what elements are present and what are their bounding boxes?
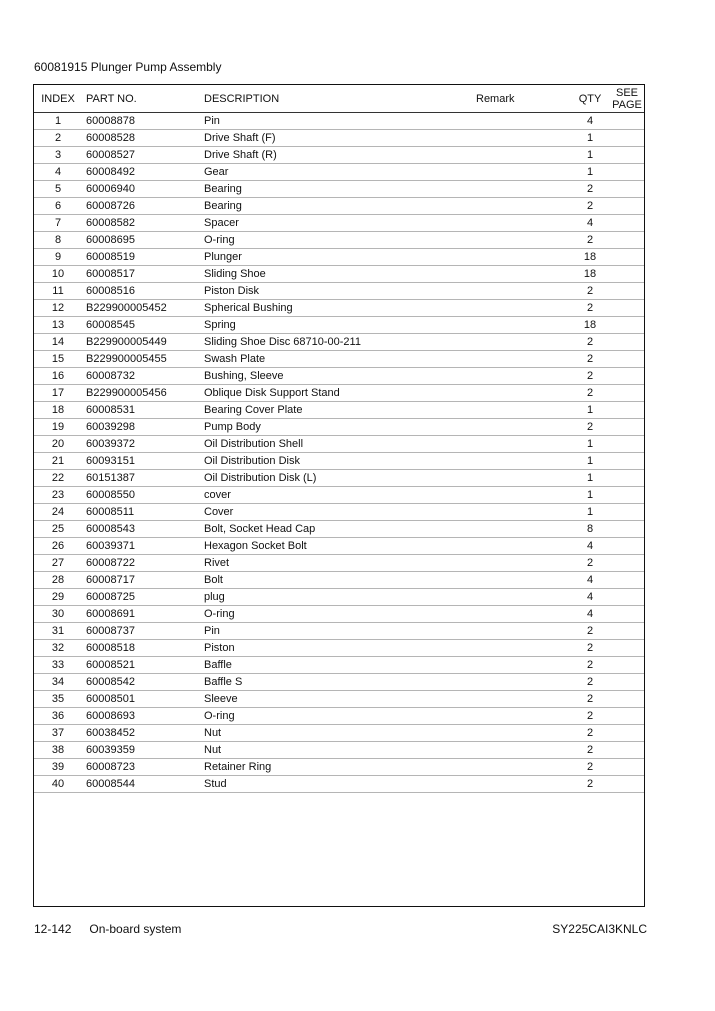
cell-remark [476,266,570,283]
table-row [34,232,644,249]
cell-qty: 18 [570,266,610,283]
parts-table-frame [33,84,645,907]
cell-description: Bushing, Sleeve [204,368,476,385]
cell-description: Oil Distribution Disk (L) [204,470,476,487]
cell-part-no: 60039371 [82,538,204,555]
cell-part-no: 60008542 [82,674,204,691]
cell-remark [476,555,570,572]
cell-index: 33 [34,657,82,674]
cell-index: 10 [34,266,82,283]
cell-qty: 2 [570,368,610,385]
cell-part-no: 60008531 [82,402,204,419]
cell-see-page [610,266,644,283]
footer-page-number: 12-142 [34,922,72,936]
table-row [34,691,644,708]
cell-qty: 1 [570,164,610,181]
cell-part-no: B229900005452 [82,300,204,317]
cell-remark [476,538,570,555]
column-header-description: DESCRIPTION [204,85,476,113]
cell-description: Pin [204,113,476,130]
cell-see-page [610,113,644,130]
cell-qty: 1 [570,402,610,419]
cell-qty: 1 [570,453,610,470]
table-row [34,725,644,742]
cell-index: 15 [34,351,82,368]
cell-description: Spring [204,317,476,334]
table-row [34,606,644,623]
table-row [34,266,644,283]
cell-qty: 2 [570,300,610,317]
cell-description: Sliding Shoe [204,266,476,283]
cell-part-no: 60039372 [82,436,204,453]
cell-remark [476,283,570,300]
cell-qty: 2 [570,674,610,691]
footer-left [34,922,181,936]
cell-part-no: 60008511 [82,504,204,521]
cell-part-no: 60008717 [82,572,204,589]
cell-part-no: 60093151 [82,453,204,470]
cell-index: 13 [34,317,82,334]
cell-part-no: 60008691 [82,606,204,623]
cell-description: Bolt [204,572,476,589]
table-row [34,385,644,402]
cell-description: Stud [204,776,476,793]
cell-index: 11 [34,283,82,300]
cell-qty: 4 [570,113,610,130]
table-row [34,402,644,419]
cell-index: 40 [34,776,82,793]
cell-part-no: 60008695 [82,232,204,249]
cell-part-no: B229900005456 [82,385,204,402]
cell-see-page [610,385,644,402]
see-page-line-1: SEE [615,86,638,99]
table-row [34,776,644,793]
see-page-line-2: PAGE [612,98,642,111]
cell-description: Baffle S [204,674,476,691]
cell-remark [476,742,570,759]
cell-index: 9 [34,249,82,266]
cell-remark [476,623,570,640]
cell-qty: 2 [570,640,610,657]
cell-qty: 1 [570,487,610,504]
cell-description: Oil Distribution Shell [204,436,476,453]
cell-description: Cover [204,504,476,521]
cell-remark [476,657,570,674]
cell-qty: 2 [570,776,610,793]
cell-index: 26 [34,538,82,555]
cell-see-page [610,470,644,487]
table-row [34,589,644,606]
cell-qty: 4 [570,538,610,555]
cell-see-page [610,351,644,368]
table-row [34,555,644,572]
cell-index: 27 [34,555,82,572]
cell-qty: 2 [570,283,610,300]
cell-remark [476,300,570,317]
table-row [34,521,644,538]
cell-see-page [610,589,644,606]
cell-remark [476,130,570,147]
cell-description: Bearing [204,181,476,198]
cell-part-no: 60008723 [82,759,204,776]
table-row [34,674,644,691]
cell-description: Bearing [204,198,476,215]
cell-index: 2 [34,130,82,147]
cell-qty: 1 [570,147,610,164]
cell-part-no: 60008543 [82,521,204,538]
table-row [34,572,644,589]
cell-part-no: 60008501 [82,691,204,708]
cell-qty: 2 [570,232,610,249]
cell-description: Plunger [204,249,476,266]
cell-remark [476,640,570,657]
cell-index: 34 [34,674,82,691]
cell-index: 29 [34,589,82,606]
cell-see-page [610,759,644,776]
cell-see-page [610,674,644,691]
cell-see-page [610,283,644,300]
table-row [34,334,644,351]
cell-part-no: 60039298 [82,419,204,436]
cell-remark [476,759,570,776]
cell-index: 16 [34,368,82,385]
table-row [34,742,644,759]
cell-remark [476,436,570,453]
cell-see-page [610,521,644,538]
cell-remark [476,385,570,402]
cell-see-page [610,164,644,181]
table-row [34,538,644,555]
cell-remark [476,317,570,334]
cell-qty: 2 [570,419,610,436]
table-row [34,130,644,147]
table-row [34,181,644,198]
footer-model: SY225CAI3KNLC [552,922,647,936]
table-row [34,504,644,521]
cell-qty: 2 [570,725,610,742]
cell-description: Piston Disk [204,283,476,300]
cell-see-page [610,436,644,453]
cell-remark [476,215,570,232]
cell-index: 19 [34,419,82,436]
cell-part-no: 60008521 [82,657,204,674]
cell-qty: 2 [570,708,610,725]
cell-index: 3 [34,147,82,164]
cell-remark [476,674,570,691]
cell-description: Nut [204,742,476,759]
parts-table [34,85,644,793]
cell-index: 7 [34,215,82,232]
column-header-index: INDEX [34,85,82,113]
cell-part-no: 60008582 [82,215,204,232]
table-row [34,470,644,487]
cell-qty: 2 [570,555,610,572]
cell-see-page [610,742,644,759]
cell-remark [476,589,570,606]
cell-see-page [610,640,644,657]
cell-index: 22 [34,470,82,487]
cell-description: Retainer Ring [204,759,476,776]
cell-description: Nut [204,725,476,742]
cell-remark [476,368,570,385]
cell-index: 30 [34,606,82,623]
cell-see-page [610,181,644,198]
cell-see-page [610,504,644,521]
cell-part-no: 60008693 [82,708,204,725]
table-row [34,198,644,215]
cell-qty: 2 [570,198,610,215]
cell-qty: 4 [570,215,610,232]
cell-description: O-ring [204,606,476,623]
cell-see-page [610,249,644,266]
cell-description: Hexagon Socket Bolt [204,538,476,555]
cell-part-no: 60008518 [82,640,204,657]
cell-index: 35 [34,691,82,708]
cell-description: Bearing Cover Plate [204,402,476,419]
cell-qty: 1 [570,504,610,521]
cell-part-no: 60006940 [82,181,204,198]
cell-qty: 2 [570,334,610,351]
cell-remark [476,453,570,470]
cell-see-page [610,198,644,215]
table-row [34,487,644,504]
cell-index: 25 [34,521,82,538]
cell-qty: 2 [570,351,610,368]
table-body [34,113,644,793]
table-header-row [34,85,644,113]
cell-see-page [610,606,644,623]
cell-part-no: 60008550 [82,487,204,504]
cell-remark [476,249,570,266]
cell-description: O-ring [204,708,476,725]
cell-description: Baffle [204,657,476,674]
table-row [34,657,644,674]
cell-part-no: 60008527 [82,147,204,164]
cell-description: Piston [204,640,476,657]
cell-remark [476,776,570,793]
cell-qty: 2 [570,181,610,198]
cell-description: Drive Shaft (R) [204,147,476,164]
cell-see-page [610,691,644,708]
footer-section: On-board system [89,922,182,936]
cell-index: 18 [34,402,82,419]
cell-qty: 1 [570,470,610,487]
cell-remark [476,402,570,419]
cell-see-page [610,300,644,317]
table-row [34,164,644,181]
cell-description: cover [204,487,476,504]
cell-part-no: 60008737 [82,623,204,640]
cell-part-no: B229900005449 [82,334,204,351]
cell-remark [476,572,570,589]
cell-part-no: 60008528 [82,130,204,147]
cell-description: Pin [204,623,476,640]
cell-index: 5 [34,181,82,198]
table-row [34,113,644,130]
cell-description: Pump Body [204,419,476,436]
table-row [34,453,644,470]
table-row [34,283,644,300]
table-row [34,249,644,266]
table-row [34,436,644,453]
cell-see-page [610,130,644,147]
cell-qty: 2 [570,759,610,776]
cell-part-no: 60008722 [82,555,204,572]
cell-description: Oil Distribution Disk [204,453,476,470]
cell-index: 1 [34,113,82,130]
table-row [34,368,644,385]
cell-description: Rivet [204,555,476,572]
cell-remark [476,725,570,742]
cell-index: 38 [34,742,82,759]
cell-see-page [610,572,644,589]
cell-part-no: 60038452 [82,725,204,742]
cell-index: 21 [34,453,82,470]
cell-see-page [610,368,644,385]
cell-description: Spherical Bushing [204,300,476,317]
cell-remark [476,419,570,436]
cell-remark [476,691,570,708]
cell-remark [476,606,570,623]
table-row [34,419,644,436]
cell-index: 20 [34,436,82,453]
cell-description: O-ring [204,232,476,249]
column-header-part-no: PART NO. [82,85,204,113]
cell-qty: 18 [570,317,610,334]
cell-qty: 1 [570,436,610,453]
cell-qty: 18 [570,249,610,266]
column-header-qty: QTY [570,85,610,113]
cell-part-no: B229900005455 [82,351,204,368]
cell-see-page [610,147,644,164]
cell-index: 24 [34,504,82,521]
cell-part-no: 60008725 [82,589,204,606]
cell-remark [476,164,570,181]
table-row [34,351,644,368]
cell-see-page [610,215,644,232]
table-row [34,300,644,317]
cell-index: 14 [34,334,82,351]
cell-part-no: 60008545 [82,317,204,334]
cell-remark [476,708,570,725]
cell-part-no: 60008517 [82,266,204,283]
cell-remark [476,470,570,487]
cell-qty: 4 [570,606,610,623]
cell-qty: 1 [570,130,610,147]
cell-see-page [610,232,644,249]
cell-qty: 2 [570,623,610,640]
cell-see-page [610,487,644,504]
cell-part-no: 60008519 [82,249,204,266]
table-row [34,317,644,334]
cell-remark [476,198,570,215]
cell-description: Gear [204,164,476,181]
cell-part-no: 60008492 [82,164,204,181]
cell-see-page [610,776,644,793]
cell-index: 8 [34,232,82,249]
cell-part-no: 60008726 [82,198,204,215]
cell-description: Bolt, Socket Head Cap [204,521,476,538]
cell-part-no: 60008732 [82,368,204,385]
cell-see-page [610,453,644,470]
cell-see-page [610,334,644,351]
table-row [34,640,644,657]
cell-description: Swash Plate [204,351,476,368]
page-title: 60081915 Plunger Pump Assembly [34,60,222,74]
cell-see-page [610,725,644,742]
cell-index: 32 [34,640,82,657]
cell-qty: 2 [570,742,610,759]
cell-see-page [610,623,644,640]
cell-qty: 2 [570,691,610,708]
cell-index: 39 [34,759,82,776]
cell-qty: 2 [570,657,610,674]
cell-remark [476,334,570,351]
cell-qty: 4 [570,572,610,589]
cell-remark [476,351,570,368]
table-row [34,708,644,725]
cell-see-page [610,555,644,572]
table-row [34,759,644,776]
cell-part-no: 60039359 [82,742,204,759]
cell-description: Drive Shaft (F) [204,130,476,147]
cell-part-no: 60151387 [82,470,204,487]
cell-see-page [610,708,644,725]
cell-index: 31 [34,623,82,640]
cell-index: 4 [34,164,82,181]
cell-description: Sleeve [204,691,476,708]
table-row [34,215,644,232]
cell-index: 36 [34,708,82,725]
cell-qty: 8 [570,521,610,538]
cell-remark [476,521,570,538]
cell-remark [476,487,570,504]
cell-see-page [610,538,644,555]
column-header-see-page [610,85,644,113]
cell-remark [476,113,570,130]
cell-part-no: 60008878 [82,113,204,130]
table-row [34,623,644,640]
cell-description: Spacer [204,215,476,232]
cell-index: 12 [34,300,82,317]
cell-description: Oblique Disk Support Stand [204,385,476,402]
cell-index: 17 [34,385,82,402]
table-row [34,147,644,164]
cell-index: 6 [34,198,82,215]
cell-see-page [610,402,644,419]
cell-description: Sliding Shoe Disc 68710-00-211 [204,334,476,351]
cell-remark [476,181,570,198]
cell-see-page [610,317,644,334]
column-header-remark: Remark [476,85,570,113]
cell-qty: 4 [570,589,610,606]
cell-index: 28 [34,572,82,589]
cell-remark [476,147,570,164]
cell-description: plug [204,589,476,606]
cell-see-page [610,419,644,436]
cell-qty: 2 [570,385,610,402]
cell-index: 37 [34,725,82,742]
cell-see-page [610,657,644,674]
cell-part-no: 60008544 [82,776,204,793]
cell-remark [476,504,570,521]
cell-remark [476,232,570,249]
cell-index: 23 [34,487,82,504]
cell-part-no: 60008516 [82,283,204,300]
